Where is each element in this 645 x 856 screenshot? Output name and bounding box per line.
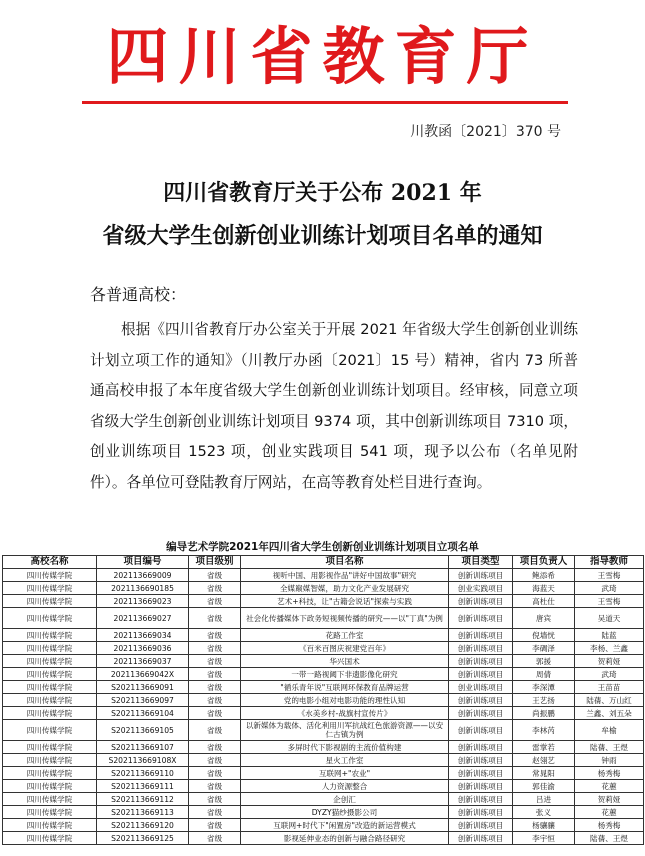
cell-project-type: 创新训练项目 — [449, 707, 513, 720]
cell-project-id: 202113669037 — [97, 655, 189, 668]
cell-project-id: S202113669091 — [97, 681, 189, 694]
table-row — [3, 608, 644, 629]
project-table — [2, 555, 644, 845]
cell-level: 省级 — [189, 793, 241, 806]
cell-project-id: 202113669034 — [97, 629, 189, 642]
cell-level: 省级 — [189, 629, 241, 642]
cell-school: 四川传媒学院 — [3, 642, 97, 655]
cell-leader: 郭佳渝 — [513, 780, 575, 793]
cell-level: 省级 — [189, 819, 241, 832]
cell-advisor: 陆蒨、王煜 — [575, 832, 644, 845]
cell-level: 省级 — [189, 608, 241, 629]
table-header-row — [3, 556, 644, 569]
cell-project-name: 星火工作室 — [241, 754, 449, 767]
cell-advisor: 武琦 — [575, 582, 644, 595]
cell-project-type: 创业实践项目 — [449, 582, 513, 595]
cell-school: 四川传媒学院 — [3, 707, 97, 720]
table-row — [3, 832, 644, 845]
cell-school: 四川传媒学院 — [3, 780, 97, 793]
header-level: 项目级别 — [189, 556, 241, 569]
cell-project-name: 党的电影小组对电影功能的理性认知 — [241, 694, 449, 707]
cell-project-name: 人力资源整合 — [241, 780, 449, 793]
cell-level: 省级 — [189, 582, 241, 595]
cell-leader: 周倩 — [513, 668, 575, 681]
cell-leader: 雷掌若 — [513, 741, 575, 754]
header-project-type: 项目类型 — [449, 556, 513, 569]
cell-project-type: 创新训练项目 — [449, 595, 513, 608]
cell-leader: 高杜仕 — [513, 595, 575, 608]
table-body — [3, 569, 644, 845]
cell-project-id: S202113669104 — [97, 707, 189, 720]
cell-project-id: S202113669112 — [97, 793, 189, 806]
cell-project-id: 202113669009 — [97, 569, 189, 582]
table-row — [3, 694, 644, 707]
header-project-id: 项目编号 — [97, 556, 189, 569]
cell-project-name: DYZY猫纱摄影公司 — [241, 806, 449, 819]
cell-project-type: 创新训练项目 — [449, 780, 513, 793]
cell-project-type: 创新训练项目 — [449, 694, 513, 707]
cell-leader: 尚振鹏 — [513, 707, 575, 720]
cell-leader: 李碉泽 — [513, 642, 575, 655]
cell-school: 四川传媒学院 — [3, 793, 97, 806]
cell-project-id: 202113669023 — [97, 595, 189, 608]
cell-project-name: 以新媒体为载体、活化利用川军抗战红色旅游资源——以安仁古镇为例 — [241, 720, 449, 741]
cell-leader: 海蓝天 — [513, 582, 575, 595]
cell-advisor: 吴道天 — [575, 608, 644, 629]
cell-project-type: 创新训练项目 — [449, 832, 513, 845]
cell-project-name: 社会化传播媒体下政务短视频传播的研究——以"丁真"为例 — [241, 608, 449, 629]
cell-project-id: 202113669036 — [97, 642, 189, 655]
header-leader: 项目负责人 — [513, 556, 575, 569]
cell-project-type: 创新训练项目 — [449, 668, 513, 681]
cell-leader: 杨骧骧 — [513, 819, 575, 832]
cell-advisor: 贺莉娅 — [575, 793, 644, 806]
cell-level: 省级 — [189, 832, 241, 845]
cell-leader: 吕进 — [513, 793, 575, 806]
table-row — [3, 569, 644, 582]
cell-leader: 鲍添希 — [513, 569, 575, 582]
cell-advisor: 钟雨 — [575, 754, 644, 767]
cell-project-name: 多屏时代下影视剧的主流价值构建 — [241, 741, 449, 754]
cell-project-type: 创新训练项目 — [449, 806, 513, 819]
cell-project-type: 创新训练项目 — [449, 819, 513, 832]
cell-project-name: 《水美乡村-战旗村宣传片》 — [241, 707, 449, 720]
cell-project-name: 《百米百图庆祝建党百年》 — [241, 642, 449, 655]
cell-advisor: 兰鑫、刘五朵 — [575, 707, 644, 720]
cell-project-id: S202113669105 — [97, 720, 189, 741]
cell-project-name: 华兴国术 — [241, 655, 449, 668]
table-row — [3, 767, 644, 780]
title-line-1: 四川省教育厅关于公布 2021 年 — [163, 180, 482, 206]
header-project-name: 项目名称 — [241, 556, 449, 569]
cell-advisor: 杨秀梅 — [575, 819, 644, 832]
masthead: 四川省教育厅 — [106, 20, 539, 93]
cell-advisor: 陆蒨、万山红 — [575, 694, 644, 707]
table-row — [3, 780, 644, 793]
cell-leader: 倪墙恍 — [513, 629, 575, 642]
cell-advisor: 陆蒨、王煜 — [575, 741, 644, 754]
table-row — [3, 642, 644, 655]
cell-school: 四川传媒学院 — [3, 819, 97, 832]
cell-school: 四川传媒学院 — [3, 806, 97, 819]
cell-project-id: S202113669125 — [97, 832, 189, 845]
header-advisor: 指导教师 — [575, 556, 644, 569]
cell-advisor: 王雪梅 — [575, 595, 644, 608]
cell-school: 四川传媒学院 — [3, 668, 97, 681]
table-row — [3, 668, 644, 681]
cell-project-id: 202113669027 — [97, 608, 189, 629]
cell-leader: 常晁阳 — [513, 767, 575, 780]
cell-school: 四川传媒学院 — [3, 832, 97, 845]
cell-project-name: 影视延伸业态的创新与融合路径研究 — [241, 832, 449, 845]
cell-level: 省级 — [189, 780, 241, 793]
document-number: 川教函〔2021〕370 号 — [410, 124, 561, 140]
cell-project-type: 创新训练项目 — [449, 754, 513, 767]
cell-advisor: 牟榆 — [575, 720, 644, 741]
cell-school: 四川传媒学院 — [3, 629, 97, 642]
cell-level: 省级 — [189, 741, 241, 754]
cell-leader: 唐宾 — [513, 608, 575, 629]
cell-level: 省级 — [189, 668, 241, 681]
cell-project-name: 艺术+科技，让"古籍会说话"探索与实践 — [241, 595, 449, 608]
table-row — [3, 582, 644, 595]
cell-level: 省级 — [189, 754, 241, 767]
cell-project-name: 互联网+"农业" — [241, 767, 449, 780]
cell-project-id: S202113669097 — [97, 694, 189, 707]
cell-leader: 张义 — [513, 806, 575, 819]
cell-school: 四川传媒学院 — [3, 694, 97, 707]
cell-leader: 王艺扬 — [513, 694, 575, 707]
cell-project-name: 全媒巅媒智媒，助力文化产业发展研究 — [241, 582, 449, 595]
cell-project-type: 创新训练项目 — [449, 767, 513, 780]
cell-project-name: 互联网+时代下"闲置房"改造的新运营模式 — [241, 819, 449, 832]
cell-advisor: 花蕙 — [575, 806, 644, 819]
cell-project-type: 创新训练项目 — [449, 569, 513, 582]
cell-school: 四川传媒学院 — [3, 741, 97, 754]
cell-leader: 李宇恒 — [513, 832, 575, 845]
cell-leader: 赵翎艺 — [513, 754, 575, 767]
cell-school: 四川传媒学院 — [3, 655, 97, 668]
cell-level: 省级 — [189, 707, 241, 720]
body-paragraph: 根据《四川省教育厅办公室关于开展 2021 年省级大学生创新创业训练计划立项工作的通知》（川教厅办函〔2021〕15 号）精神，省内 73 所普通高校申报了本年度省级大学生创新创业训练计划项目。经审核，同意立项省级大学生创新创业训练计划项目 9374 项，其中创新训练项目 7310 项，创业训练项目 1523 项，创业实践项目 541 项，现予以公布（名单见附件）。各单位可登陆教育厅网站，在高等教育处栏目进行查询。 — [90, 321, 578, 491]
cell-project-id: S202113669108X — [97, 754, 189, 767]
cell-level: 省级 — [189, 642, 241, 655]
cell-project-type: 创新训练项目 — [449, 720, 513, 741]
cell-level: 省级 — [189, 655, 241, 668]
cell-advisor: 花蕙 — [575, 780, 644, 793]
table-row — [3, 655, 644, 668]
cell-project-id: S202113669107 — [97, 741, 189, 754]
project-table-section — [2, 540, 643, 845]
red-divider — [82, 101, 568, 104]
cell-project-type: 创新训练项目 — [449, 741, 513, 754]
table-row — [3, 806, 644, 819]
cell-project-type: 创新训练项目 — [449, 642, 513, 655]
cell-project-type: 创新训练项目 — [449, 608, 513, 629]
cell-advisor: 贺莉娅 — [575, 655, 644, 668]
cell-school: 四川传媒学院 — [3, 754, 97, 767]
table-row — [3, 741, 644, 754]
cell-level: 省级 — [189, 806, 241, 819]
cell-project-name: 视听中国、用影视作品"讲好中国故事"研究 — [241, 569, 449, 582]
cell-level: 省级 — [189, 569, 241, 582]
cell-school: 四川传媒学院 — [3, 681, 97, 694]
cell-project-name: 企创汇 — [241, 793, 449, 806]
cell-project-id: 202113669042X — [97, 668, 189, 681]
cell-project-name: 花路工作室 — [241, 629, 449, 642]
cell-school: 四川传媒学院 — [3, 582, 97, 595]
header-school: 高校名称 — [3, 556, 97, 569]
cell-leader: 李深潭 — [513, 681, 575, 694]
cell-advisor: 陆蓝 — [575, 629, 644, 642]
salutation: 各普通高校： — [90, 285, 187, 304]
table-row — [3, 595, 644, 608]
cell-project-id: S202113669120 — [97, 819, 189, 832]
cell-project-type: 创新训练项目 — [449, 793, 513, 806]
cell-leader: 郭援 — [513, 655, 575, 668]
cell-project-type: 创新训练项目 — [449, 655, 513, 668]
cell-project-type: 创新训练项目 — [449, 629, 513, 642]
table-row — [3, 720, 644, 741]
cell-project-name: 一带一路视阈下非遗影像化研究 — [241, 668, 449, 681]
cell-project-type: 创业训练项目 — [449, 681, 513, 694]
table-row — [3, 754, 644, 767]
table-title: 编导艺术学院2021年四川省大学生创新创业训练计划项目立项名单 — [166, 541, 479, 553]
cell-leader: 李林芮 — [513, 720, 575, 741]
cell-school: 四川传媒学院 — [3, 720, 97, 741]
cell-school: 四川传媒学院 — [3, 595, 97, 608]
cell-advisor: 王苗苗 — [575, 681, 644, 694]
cell-level: 省级 — [189, 694, 241, 707]
table-row — [3, 819, 644, 832]
cell-school: 四川传媒学院 — [3, 767, 97, 780]
table-row — [3, 793, 644, 806]
cell-level: 省级 — [189, 595, 241, 608]
cell-project-name: "循乐青年说"互联网环保教育品牌运营 — [241, 681, 449, 694]
table-row — [3, 707, 644, 720]
cell-project-id: S202113669111 — [97, 780, 189, 793]
table-row — [3, 629, 644, 642]
cell-project-id: S202113669110 — [97, 767, 189, 780]
cell-advisor: 杨秀梅 — [575, 767, 644, 780]
title-line-2: 省级大学生创新创业训练计划项目名单的通知 — [102, 223, 543, 249]
cell-advisor: 王雪梅 — [575, 569, 644, 582]
cell-advisor: 李杨、兰鑫 — [575, 642, 644, 655]
cell-level: 省级 — [189, 720, 241, 741]
cell-level: 省级 — [189, 681, 241, 694]
cell-project-id: 2021136690185 — [97, 582, 189, 595]
cell-advisor: 武琦 — [575, 668, 644, 681]
cell-school: 四川传媒学院 — [3, 608, 97, 629]
cell-school: 四川传媒学院 — [3, 569, 97, 582]
cell-project-id: S202113669113 — [97, 806, 189, 819]
cell-level: 省级 — [189, 767, 241, 780]
table-row — [3, 681, 644, 694]
